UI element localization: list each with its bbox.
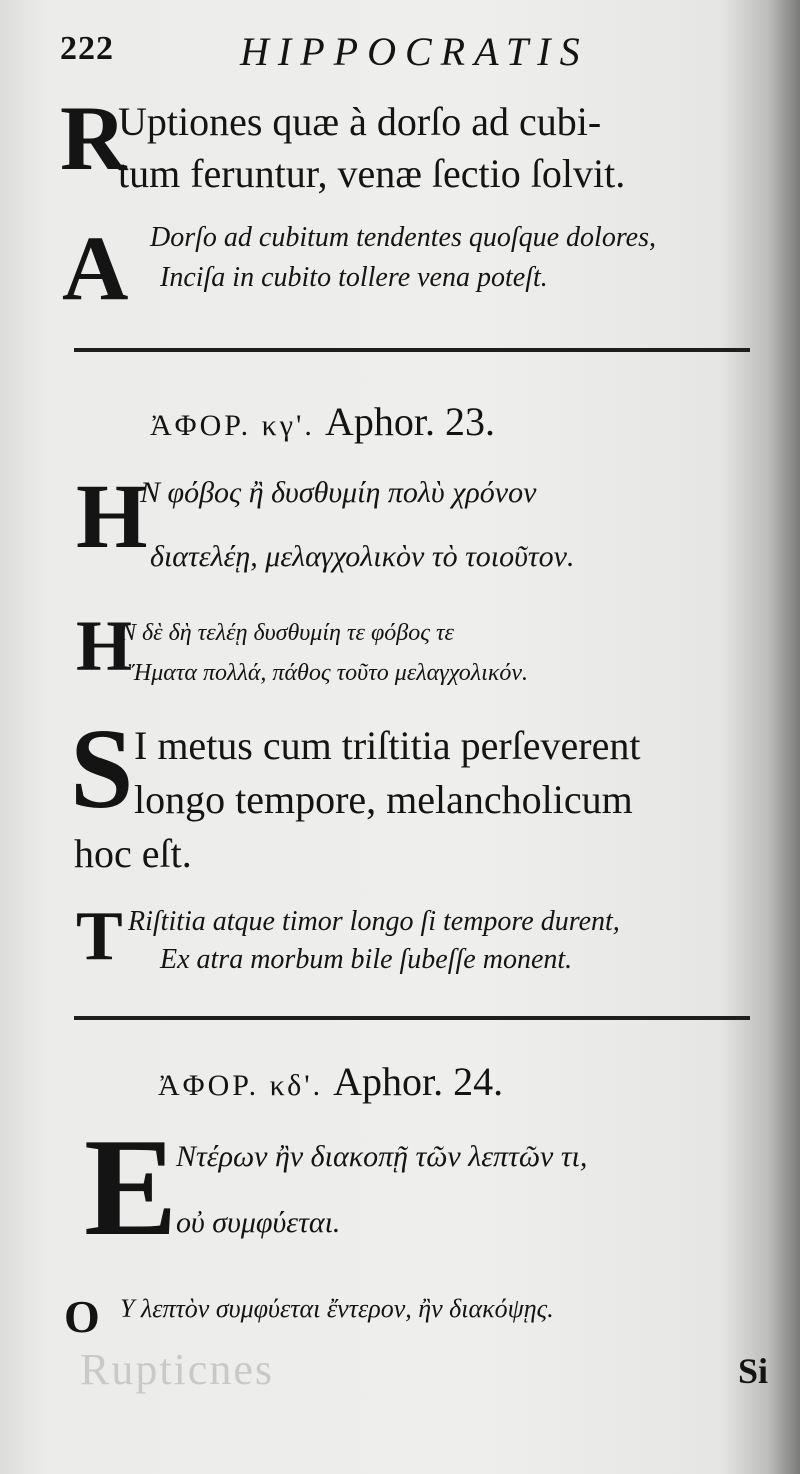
greek-heading: ἈΦΟΡ. κγ'. bbox=[150, 409, 315, 442]
latin-line: Uptiones quæ à dorſo ad cubi- bbox=[118, 99, 602, 144]
section-divider bbox=[74, 1016, 750, 1020]
section-divider bbox=[74, 348, 750, 352]
show-through-text: Rupticnes bbox=[80, 1345, 274, 1394]
greek-line: οὐ συμφύεται. bbox=[176, 1206, 341, 1239]
drop-cap-e: E bbox=[84, 1110, 178, 1265]
latin-line: longo tempore, melancholicum bbox=[134, 777, 633, 822]
verse-line: Ex atra morbum bile ſubeſſe monent. bbox=[160, 944, 573, 975]
greek-verse-line: Ν δὲ δὴ τελέῃ δυσθυμίη τε φόβος τε bbox=[120, 620, 454, 646]
drop-cap-s: S bbox=[70, 705, 134, 832]
running-title: HIPPOCRATIS bbox=[240, 29, 589, 74]
drop-cap-h-verse: H bbox=[76, 606, 133, 686]
verse-line: Riſtitia atque timor longo ſi tempore durent, bbox=[128, 906, 620, 937]
aphorism-23-heading bbox=[150, 398, 495, 445]
initial-o: O bbox=[64, 1291, 100, 1342]
latin-line: tum feruntur, venæ ſectio ſolvit. bbox=[118, 151, 626, 196]
greek-line: Ντέρων ἢν διακοπῇ τῶν λεπτῶν τι, bbox=[176, 1140, 588, 1173]
greek-line: Υ λεπτὸν συμφύεται ἔντερον, ἢν διακόψῃς. bbox=[120, 1294, 554, 1323]
drop-cap-h: H bbox=[76, 465, 148, 567]
verse-line: Inciſa in cubito tollere vena poteſt. bbox=[160, 262, 548, 293]
aphorism-24-heading bbox=[158, 1058, 503, 1105]
greek-line: διατελέῃ, μελαγχολικὸν τὸ τοιοῦτον. bbox=[150, 540, 575, 573]
drop-cap-t: T bbox=[76, 898, 123, 975]
verse-line: Dorſo ad cubitum tendentes quoſque dolores, bbox=[150, 222, 657, 253]
latin-line: hoc eſt. bbox=[74, 831, 192, 876]
latin-heading: Aphor. 24. bbox=[333, 1059, 504, 1104]
page-number: 222 bbox=[60, 30, 114, 67]
greek-heading: ἈΦΟΡ. κδ'. bbox=[158, 1069, 324, 1102]
latin-line: I metus cum triſtitia perſeverent bbox=[134, 723, 641, 768]
drop-cap-r: R bbox=[60, 87, 127, 189]
greek-line: Ν φόβος ἢ δυσθυμίη πολὺ χρόνον bbox=[140, 476, 537, 509]
drop-cap-a: A bbox=[62, 217, 129, 319]
greek-verse-line: Ἤματα πολλά, πάθος τοῦτο μελαγχολικόν. bbox=[128, 660, 529, 686]
catchword: Si bbox=[738, 1351, 769, 1391]
latin-heading: Aphor. 23. bbox=[324, 399, 495, 444]
